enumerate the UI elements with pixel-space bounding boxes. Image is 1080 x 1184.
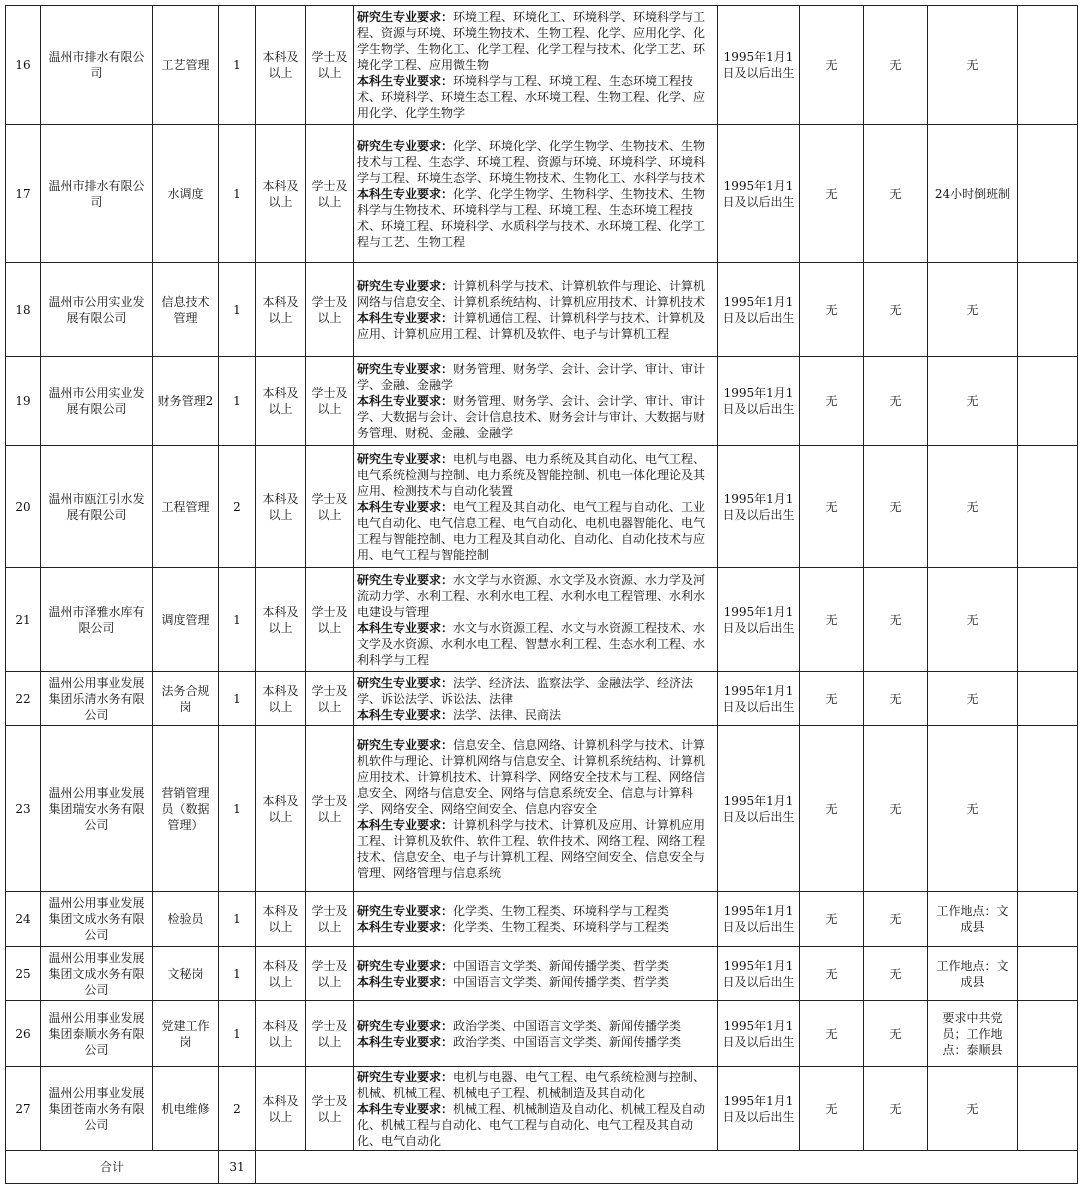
birth-requirement: 1995年1月1日及以后出生 [718,947,800,1001]
undergraduate-requirement [357,817,715,881]
position-name: 财务管理2 [153,357,219,446]
row-number: 19 [6,357,41,446]
requirement-label: 本科生专业要求： [357,310,454,325]
requirement-text: 计算机科学与技术、计算机软件与理论、计算机网络与信息安全、计算机系统结构、计算机应用技术、计算机技术 [357,278,706,309]
hire-count: 1 [219,6,256,125]
remark: 无 [928,672,1018,726]
degree-level: 学士及以上 [306,1001,354,1067]
birth-requirement: 1995年1月1日及以后出生 [718,672,800,726]
requirement-label: 本科生专业要求： [357,1034,454,1049]
table-row [6,672,1078,726]
major-requirements [354,357,718,446]
hire-count: 2 [219,1067,256,1151]
graduate-requirement [357,361,715,393]
row-number: 20 [6,446,41,568]
table-row [6,6,1078,125]
requirement-text: 法学、经济法、监察法学、金融法学、经济法学、诉讼法学、诉讼法、法律 [357,675,694,706]
hire-count: 1 [219,568,256,672]
empty-cell [1018,892,1078,947]
total-row [6,1151,1078,1184]
empty-cell [1018,672,1078,726]
requirement-text: 化学类、生物工程类、环境科学与工程类 [453,904,670,918]
birth-requirement: 1995年1月1日及以后出生 [718,263,800,357]
position-name: 法务合规岗 [153,672,219,726]
total-count: 31 [219,1151,256,1184]
hire-count: 1 [219,263,256,357]
education-level: 本科及以上 [256,446,306,568]
requirement-label: 本科生专业要求： [357,974,454,989]
undergraduate-requirement [357,1101,715,1149]
major-requirements [354,263,718,357]
requirement-text: 环境科学与工程、环境工程、生态环境工程技术、环境科学、环境生态工程、水环境工程、生物工程、化学、应用化学、化学生物学 [357,74,706,120]
requirement-text: 政治学类、中国语言文学类、新闻传播学类 [453,1018,682,1033]
company-name: 温州市排水有限公司 [41,125,153,263]
condition-1: 无 [800,672,864,726]
hire-count: 1 [219,357,256,446]
graduate-requirement [357,903,715,919]
position-name: 文秘岗 [153,947,219,1001]
birth-requirement: 1995年1月1日及以后出生 [718,6,800,125]
graduate-requirement [357,1069,715,1101]
requirement-label: 本科生专业要求： [357,620,454,635]
graduate-requirement [357,278,715,310]
remark: 无 [928,446,1018,568]
degree-level: 学士及以上 [306,892,354,947]
undergraduate-requirement [357,620,715,668]
undergraduate-requirement [357,186,715,250]
birth-requirement: 1995年1月1日及以后出生 [718,892,800,947]
major-requirements [354,726,718,892]
condition-2: 无 [864,568,928,672]
requirement-label: 本科生专业要求： [357,707,454,722]
major-requirements [354,568,718,672]
requirement-label: 本科生专业要求： [357,920,454,934]
condition-1: 无 [800,125,864,263]
position-name: 工程管理 [153,446,219,568]
position-name: 党建工作岗 [153,1001,219,1067]
requirement-text: 计算机通信工程、计算机科学与技术、计算机及应用、计算机应用工程、计算机及软件、电子与计算机工程 [357,310,706,341]
condition-1: 无 [800,892,864,947]
condition-2: 无 [864,446,928,568]
degree-level: 学士及以上 [306,947,354,1001]
major-requirements [354,892,718,947]
condition-2: 无 [864,125,928,263]
hire-count: 1 [219,1001,256,1067]
requirement-text: 化学、环境化学、化学生物学、生物技术、生物技术与工程、生态学、环境工程、资源与环境、环境科学、环境科学与工程、环境生态学、环境生物技术、生物化工、水科学与技术 [357,138,706,185]
company-name: 温州公用事业发展集团瑞安水务有限公司 [41,726,153,892]
row-number: 18 [6,263,41,357]
condition-1: 无 [800,1067,864,1151]
degree-level: 学士及以上 [306,125,354,263]
requirement-text: 水文与水资源工程、水文与水资源工程技术、水文学及水资源、水利水电工程、智慧水利工程、生态水利工程、水利科学与工程 [357,620,706,667]
requirement-label: 本科生专业要求： [357,394,454,408]
requirement-label: 本科生专业要求： [357,817,454,832]
major-requirements [354,446,718,568]
position-name: 营销管理员（数据管理） [153,726,219,892]
requirement-label: 研究生专业要求： [357,1069,454,1084]
table-row [6,357,1078,446]
requirement-text: 中国语言文学类、新闻传播学类、哲学类 [453,974,670,989]
remark: 无 [928,6,1018,125]
graduate-requirement [357,572,715,620]
birth-requirement: 1995年1月1日及以后出生 [718,568,800,672]
condition-2: 无 [864,672,928,726]
education-level: 本科及以上 [256,568,306,672]
company-name: 温州公用事业发展集团泰顺水务有限公司 [41,1001,153,1067]
requirement-label: 本科生专业要求： [357,1101,454,1116]
empty-cell [1018,726,1078,892]
hire-count: 1 [219,947,256,1001]
empty-cell [1018,1067,1078,1151]
company-name: 温州市泽雅水库有限公司 [41,568,153,672]
requirement-text: 计算机科学与技术、计算机及应用、计算机应用工程、计算机及软件、软件工程、软件技术、网络工程、网络工程技术、信息安全、电子与计算机工程、网络空间安全、信息安全与管理、网络管理与信息系统 [357,817,706,880]
major-requirements [354,672,718,726]
row-number: 27 [6,1067,41,1151]
requirement-text: 环境工程、环境化工、环境科学、环境科学与工程、资源与环境、环境生物技术、生物工程、化学、应用化学、化学生物学、生物化工、化学工程、化学工程与技术、化学工艺、环境化学工程、应用微生物 [357,10,706,72]
company-name: 温州公用事业发展集团苍南水务有限公司 [41,1067,153,1151]
row-number: 24 [6,892,41,947]
remark: 无 [928,263,1018,357]
table-body [6,6,1078,1184]
empty-cell [1018,568,1078,672]
education-level: 本科及以上 [256,726,306,892]
requirement-label: 研究生专业要求： [357,451,454,466]
requirement-label: 研究生专业要求： [357,572,454,587]
major-requirements [354,1067,718,1151]
condition-1: 无 [800,1001,864,1067]
remark: 工作地点：文成县 [928,892,1018,947]
condition-2: 无 [864,892,928,947]
remark: 无 [928,726,1018,892]
condition-2: 无 [864,357,928,446]
birth-requirement: 1995年1月1日及以后出生 [718,1001,800,1067]
empty-cell [1018,357,1078,446]
empty-cell [1018,6,1078,125]
undergraduate-requirement [357,974,715,990]
condition-2: 无 [864,726,928,892]
requirement-label: 研究生专业要求： [357,958,454,973]
requirement-label: 研究生专业要求： [357,362,454,376]
graduate-requirement [357,451,715,499]
hire-count: 1 [219,726,256,892]
condition-1: 无 [800,446,864,568]
hire-count: 1 [219,672,256,726]
education-level: 本科及以上 [256,6,306,125]
requirement-label: 研究生专业要求： [357,675,454,690]
requirement-text: 政治学类、中国语言文学类、新闻传播学类 [453,1034,682,1049]
education-level: 本科及以上 [256,125,306,263]
hire-count: 1 [219,892,256,947]
empty-cell [1018,1001,1078,1067]
degree-level: 学士及以上 [306,726,354,892]
table-row [6,892,1078,947]
company-name: 温州市公用实业发展有限公司 [41,263,153,357]
requirement-label: 研究生专业要求： [357,10,454,24]
table-row [6,726,1078,892]
empty-cell [1018,263,1078,357]
requirement-text: 信息安全、信息网络、计算机科学与技术、计算机软件与理论、计算机网络与信息安全、计算机系统结构、计算机应用技术、计算机技术、计算科学、网络安全技术与工程、网络信息安全、网络与信息安全、网络与信息系统安全、信息与计算科学、网络安全、网络空间安全、信息内容安全 [357,737,706,816]
undergraduate-requirement [357,393,715,441]
undergraduate-requirement [357,310,715,342]
empty-cell [1018,947,1078,1001]
major-requirements [354,125,718,263]
education-level: 本科及以上 [256,1067,306,1151]
position-name: 检验员 [153,892,219,947]
total-label: 合计 [6,1151,219,1184]
birth-requirement: 1995年1月1日及以后出生 [718,357,800,446]
row-number: 21 [6,568,41,672]
hire-count: 2 [219,446,256,568]
total-empty [256,1151,1078,1184]
undergraduate-requirement [357,707,715,723]
degree-level: 学士及以上 [306,1067,354,1151]
condition-2: 无 [864,947,928,1001]
condition-1: 无 [800,6,864,125]
education-level: 本科及以上 [256,892,306,947]
requirement-text: 机械工程、机械制造及自动化、机械工程及自动化、机械工程与自动化、电气工程与自动化、电气工程及其自动化、电气自动化 [357,1101,706,1148]
table-row [6,1001,1078,1067]
requirement-label: 研究生专业要求： [357,138,454,153]
requirement-text: 电气工程及其自动化、电气工程与自动化、工业电气自动化、电气信息工程、电气自动化、电机电器智能化、电气工程与智能控制、电力工程及其自动化、自动化、自动化技术与应用、电气工程与智能控制 [357,499,706,562]
requirement-text: 财务管理、财务学、会计、会计学、审计、审计学、金融、金融学 [357,362,706,392]
table-row [6,263,1078,357]
company-name: 温州市排水有限公司 [41,6,153,125]
requirement-label: 研究生专业要求： [357,737,454,752]
requirement-text: 水文学与水资源、水文学及水资源、水力学及河流动力学、水利工程、水利水电工程、水利水电工程管理、水利水电建设与管理 [357,572,706,619]
graduate-requirement [357,958,715,974]
row-number: 25 [6,947,41,1001]
education-level: 本科及以上 [256,947,306,1001]
degree-level: 学士及以上 [306,357,354,446]
remark: 24小时倒班制 [928,125,1018,263]
degree-level: 学士及以上 [306,6,354,125]
major-requirements [354,6,718,125]
table-row [6,947,1078,1001]
degree-level: 学士及以上 [306,446,354,568]
condition-1: 无 [800,568,864,672]
education-level: 本科及以上 [256,357,306,446]
graduate-requirement [357,1018,715,1034]
requirement-text: 法学、法律、民商法 [453,707,562,722]
requirement-text: 中国语言文学类、新闻传播学类、哲学类 [453,958,670,973]
recruitment-table [5,5,1078,1184]
hire-count: 1 [219,125,256,263]
major-requirements [354,1001,718,1067]
education-level: 本科及以上 [256,263,306,357]
condition-1: 无 [800,726,864,892]
condition-2: 无 [864,1067,928,1151]
company-name: 温州公用事业发展集团文成水务有限公司 [41,892,153,947]
birth-requirement: 1995年1月1日及以后出生 [718,125,800,263]
requirement-label: 本科生专业要求： [357,74,454,88]
remark: 工作地点：文成县 [928,947,1018,1001]
condition-2: 无 [864,1001,928,1067]
row-number: 26 [6,1001,41,1067]
requirement-text: 电机与电器、电气工程、电气系统检测与控制、机械、机械工程、机械电子工程、机械制造及其自动化 [357,1069,706,1100]
graduate-requirement [357,675,715,707]
condition-1: 无 [800,263,864,357]
table-row [6,1067,1078,1151]
row-number: 16 [6,6,41,125]
graduate-requirement [357,737,715,817]
row-number: 23 [6,726,41,892]
position-name: 调度管理 [153,568,219,672]
degree-level: 学士及以上 [306,263,354,357]
position-name: 水调度 [153,125,219,263]
table-row [6,446,1078,568]
company-name: 温州公用事业发展集团文成水务有限公司 [41,947,153,1001]
empty-cell [1018,125,1078,263]
graduate-requirement [357,9,715,73]
remark: 无 [928,357,1018,446]
company-name: 温州市公用实业发展有限公司 [41,357,153,446]
major-requirements [354,947,718,1001]
remark: 要求中共党员；工作地点：泰顺县 [928,1001,1018,1067]
position-name: 工艺管理 [153,6,219,125]
requirement-text: 电机与电器、电力系统及其自动化、电气工程、电气系统检测与控制、电力系统及智能控制、机电一体化理论及其应用、检测技术与自动化装置 [357,451,706,498]
undergraduate-requirement [357,1034,715,1050]
requirement-label: 研究生专业要求： [357,904,454,918]
remark: 无 [928,568,1018,672]
requirement-label: 本科生专业要求： [357,186,454,201]
requirement-text: 财务管理、财务学、会计、会计学、审计、审计学、大数据与会计、会计信息技术、财务会计与审计、大数据与财务管理、财税、金融、金融学 [357,394,706,440]
empty-cell [1018,446,1078,568]
table-row [6,568,1078,672]
birth-requirement: 1995年1月1日及以后出生 [718,1067,800,1151]
table-row [6,125,1078,263]
position-name: 信息技术管理 [153,263,219,357]
company-name: 温州市瓯江引水发展有限公司 [41,446,153,568]
birth-requirement: 1995年1月1日及以后出生 [718,726,800,892]
birth-requirement: 1995年1月1日及以后出生 [718,446,800,568]
condition-1: 无 [800,947,864,1001]
education-level: 本科及以上 [256,672,306,726]
row-number: 22 [6,672,41,726]
requirement-text: 化学、化学生物学、生物科学、生物技术、生物科学与生物技术、环境科学与工程、环境工程、生态环境工程技术、环境工程、环境科学、水质科学与技术、水环境工程、化学工程与工艺、生物工程 [357,186,706,249]
condition-1: 无 [800,357,864,446]
requirement-label: 本科生专业要求： [357,499,454,514]
education-level: 本科及以上 [256,1001,306,1067]
degree-level: 学士及以上 [306,568,354,672]
requirement-label: 研究生专业要求： [357,278,454,293]
undergraduate-requirement [357,499,715,563]
remark: 无 [928,1067,1018,1151]
requirement-text: 化学类、生物工程类、环境科学与工程类 [453,920,670,934]
row-number: 17 [6,125,41,263]
graduate-requirement [357,138,715,186]
undergraduate-requirement [357,919,715,935]
company-name: 温州公用事业发展集团乐清水务有限公司 [41,672,153,726]
condition-2: 无 [864,263,928,357]
condition-2: 无 [864,6,928,125]
degree-level: 学士及以上 [306,672,354,726]
position-name: 机电维修 [153,1067,219,1151]
undergraduate-requirement [357,73,715,121]
requirement-label: 研究生专业要求： [357,1018,454,1033]
